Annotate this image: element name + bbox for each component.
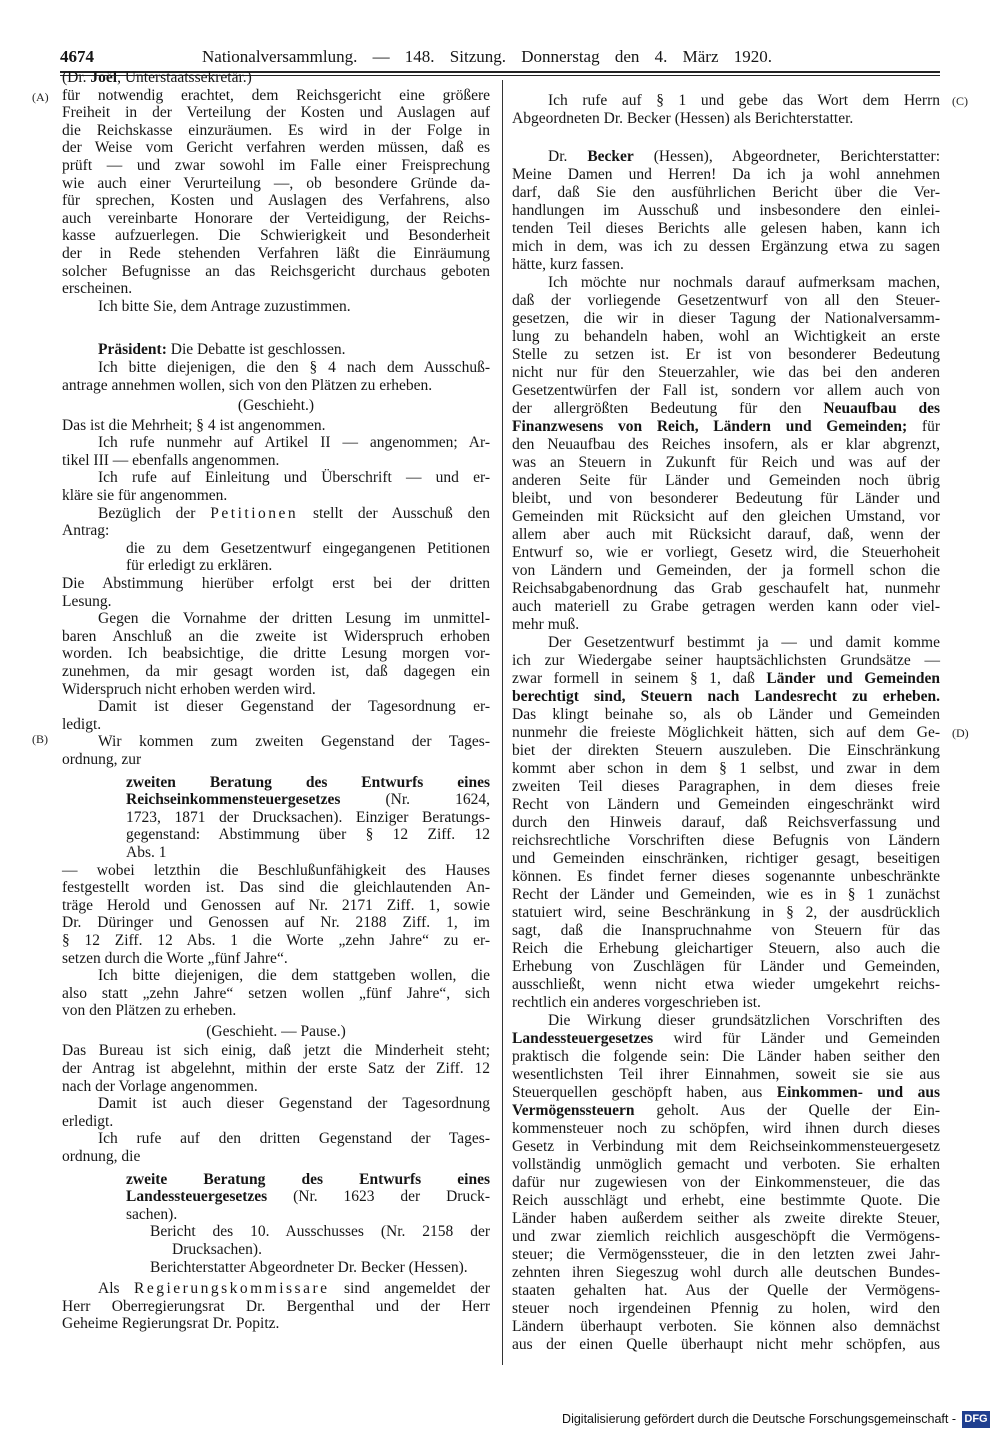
text-line: durch den Hinweis darauf, daß Reichsverfassung und bbox=[512, 814, 940, 831]
text-line: steuer noch irgendeinen Pfennig zu holen, wird den bbox=[512, 1300, 940, 1317]
text-line: können. Es findet ferner dieses sogenannte unbeschränkte bbox=[512, 868, 940, 885]
bold-text: Landessteuergesetzes bbox=[512, 1030, 654, 1047]
para-block bbox=[62, 359, 490, 394]
text-line: Ländern überhaupt verboten. Sie können also demnächst bbox=[512, 1318, 940, 1335]
para-block bbox=[62, 505, 490, 540]
text-line: mehr muß. bbox=[512, 616, 580, 633]
text-line: baren Anschluß an die zweite ist Widerspruch erhoben bbox=[62, 627, 490, 645]
para-block bbox=[62, 298, 490, 316]
text-line: und Gemeinden einschränken, richtiger gesagt, beseitigen bbox=[512, 850, 940, 867]
text-line: erscheinen. bbox=[62, 280, 133, 298]
text-line: Das klingt beinahe so, als ob Länder und Gemeinden bbox=[512, 706, 940, 723]
bold-text: berechtigt sind, Steuern nach Landesrecht zu erheben. bbox=[512, 688, 940, 705]
report-block bbox=[62, 1223, 490, 1258]
text-line: Gegen die Vornahme der dritten Lesung im unmittel- bbox=[98, 610, 490, 628]
text-line: Ich rufe auf den dritten Gegenstand der Tages- bbox=[98, 1130, 490, 1148]
spaced-text: Petitionen bbox=[210, 504, 299, 522]
text-line: zehnten ihren Siegeszug wohl durch alle deutschen Bundes- bbox=[512, 1264, 940, 1281]
para-block bbox=[62, 1280, 490, 1333]
para-block bbox=[512, 92, 940, 128]
text-line: die zu dem Gesetzentwurf eingegangenen Petitionen bbox=[126, 539, 490, 557]
margin-marker-b: (B) bbox=[32, 732, 48, 746]
text-line: Ich rufe nunmehr auf Artikel II — angenommen; Ar- bbox=[98, 434, 490, 452]
bold-text: Vermögenssteuern bbox=[512, 1102, 635, 1119]
text-segment: Bezüglich der bbox=[98, 504, 211, 522]
text-line: bleibt, und von besonderer Bedeutung für Länder und bbox=[512, 490, 940, 507]
text-line: (Geschieht. — Pause.) bbox=[206, 1022, 346, 1040]
text-segment: wird für Länder und Gemeinden bbox=[653, 1030, 940, 1047]
text-line: Ich bitte diejenigen, die dem stattgeben wollen, die bbox=[98, 967, 490, 985]
text-line: Das Bureau ist sich einig, daß jetzt die Minderheit steht; bbox=[62, 1042, 490, 1060]
text-line: tikel III — ebenfalls angenommen. bbox=[62, 451, 280, 469]
text-line: für notwendig erachtet, dem Reichsgericht eine größere bbox=[62, 86, 490, 104]
bold-text: Neuaufbau des bbox=[823, 400, 940, 417]
text-line: Gesetz in Verbindung mit dem Reichseinkommensteuergesetz bbox=[512, 1138, 940, 1155]
column-divider bbox=[502, 80, 503, 1365]
text-line: Recht von Ländern und Gemeinden eingeschränkt wird bbox=[512, 796, 940, 813]
text-line: den Neuaufbau des Reiches insofern, als er klar abgrenzt, bbox=[512, 436, 940, 453]
text-line: Ich rufe auf § 1 und gebe das Wort dem Herrn bbox=[548, 92, 940, 109]
text-line: staaten gehalten hat. Aus der Quelle der Vermögens- bbox=[512, 1282, 940, 1299]
text-line: Bericht des 10. Ausschusses (Nr. 2158 der bbox=[150, 1223, 490, 1241]
text-line bbox=[512, 1030, 940, 1048]
spaced-text: Regierungskommissare bbox=[134, 1280, 330, 1298]
text-line bbox=[62, 1171, 490, 1189]
text-line: für erledigt zu erklären. bbox=[126, 557, 273, 575]
text-line: steuer; die Vermögenssteuer, die in den letzten zwei Jahr- bbox=[512, 1246, 940, 1263]
bold-text: Reichseinkommensteuergesetzes bbox=[126, 791, 341, 809]
text-line: zweiten Teil dieses Paragraphen, in dem dieses freie bbox=[512, 778, 940, 795]
text-line bbox=[512, 1102, 940, 1120]
text-line: (Geschieht.) bbox=[237, 397, 315, 415]
text-line: allem aber auch mit Rücksicht darauf, daß, wenn der bbox=[512, 526, 940, 543]
bold-text: Einkommen- und aus bbox=[776, 1084, 940, 1101]
text-line: Gesetzentwürfen der Fall ist, sondern vor allem auch von bbox=[512, 382, 940, 399]
page-number: 4674 bbox=[60, 47, 94, 66]
para-block bbox=[62, 733, 490, 768]
text-line: Lesung. bbox=[62, 592, 112, 610]
continuation-block bbox=[62, 575, 490, 610]
text-line: lung zu behandeln haben, wohl an Wichtigkeit an erste bbox=[512, 328, 940, 345]
text-line bbox=[512, 688, 940, 706]
text-line: kläre sie für angenommen. bbox=[62, 487, 228, 505]
text-line: wesentlichsten Teil ihrer Einnahmen, soweit sie sie aus bbox=[512, 1066, 940, 1083]
text-line: ordnung, die bbox=[62, 1148, 141, 1166]
text-line: Ich bitte diejenigen, die den § 4 nach dem Ausschuß- bbox=[98, 358, 490, 376]
text-segment: Steuerquellen geschöpft haben, aus bbox=[512, 1084, 777, 1101]
text-segment: (Nr. 1624, bbox=[340, 791, 490, 809]
bold-text: Länder und Gemeinden bbox=[766, 670, 940, 687]
running-title: Nationalversammlung. — 148. Sitzung. Donnerstag den 4. März 1920. bbox=[202, 47, 772, 66]
text-line bbox=[62, 791, 490, 809]
text-line: Entwurf so, wie er vorliegt, Gesetz wird, die Steuerhoheit bbox=[512, 544, 940, 561]
text-line: die Reichskasse einzuräumen. Es wird in der Folge in bbox=[62, 121, 490, 139]
text-segment: , Unterstaatssekretär.) bbox=[117, 69, 252, 86]
text-line: von den Plätzen zu erheben. bbox=[62, 1002, 237, 1020]
text-line: reichsrechtliche Vorschriften diese Befugnis von Ländern bbox=[512, 832, 940, 849]
text-line: biet der direkten Steuern auszuleben. Die Einschränkung bbox=[512, 742, 940, 759]
text-line: statuiert wird, seine Beschränkung in § 2, der ausdrücklich bbox=[512, 904, 940, 921]
text-line: Ich bitte Sie, dem Antrage zuzustimmen. bbox=[98, 297, 351, 315]
text-line: Damit ist dieser Gegenstand der Tagesordnung er- bbox=[98, 698, 490, 716]
text-line: hätte, kurz fassen. bbox=[512, 256, 624, 273]
right-column bbox=[512, 92, 940, 1354]
text-line bbox=[62, 69, 490, 87]
text-line: setzen durch die Worte „fünf Jahre“. bbox=[62, 949, 288, 967]
text-line: Recht der Länder und Gemeinden, wie es in § 1 zunächst bbox=[512, 886, 940, 903]
text-line: 1723, 1871 der Drucksachen). Einziger Beratungs- bbox=[126, 808, 490, 826]
bold-text: Finanzwesens von Reich, Ländern und Gemeinden; bbox=[512, 418, 908, 435]
text-segment: Als bbox=[98, 1280, 134, 1298]
text-segment: Dr. bbox=[548, 148, 588, 165]
text-line: antrage annehmen wollen, sich von den Plätzen zu erheben. bbox=[62, 376, 433, 394]
text-line: der Antrag ist abgelehnt, mithin der erste Satz der Ziff. 12 bbox=[62, 1060, 490, 1078]
text-segment: (Hessen), Abgeordneter, Berichterstatter: bbox=[633, 148, 941, 165]
text-line: sachen). bbox=[126, 1205, 178, 1223]
text-line: mich in dem, was ich zu dessen Ergänzung etwa zu sagen bbox=[512, 238, 940, 255]
text-line: ausschließt, wenn nicht etwa wieder umgekehrt reichs- bbox=[512, 976, 940, 993]
para-block bbox=[62, 967, 490, 1020]
attribution-block bbox=[62, 69, 490, 87]
text-line bbox=[512, 148, 940, 166]
text-line: Herr Oberregierungsrat Dr. Bergenthal und der Herr bbox=[62, 1297, 490, 1315]
text-line: Meine Damen und Herren! Da ich ja wohl annehmen bbox=[512, 166, 940, 183]
continuation-block bbox=[62, 1042, 490, 1095]
para-block bbox=[512, 274, 940, 634]
text-line bbox=[62, 774, 490, 792]
text-line: handlungen im Ausschuß und insbesondere den einlei- bbox=[512, 202, 940, 219]
text-line: Ich möchte nur nochmals darauf aufmerksam machen, bbox=[548, 274, 940, 291]
text-line: Abs. 1 bbox=[126, 843, 167, 861]
text-line: Damit ist auch dieser Gegenstand der Tagesordnung bbox=[98, 1095, 490, 1113]
para-block bbox=[62, 698, 490, 733]
text-line: sagt, daß die Inanspruchnahme von Steuern für das bbox=[512, 922, 940, 939]
text-line: Der Gesetzentwurf bestimmt ja — und damit komme bbox=[548, 634, 940, 651]
text-line: der in Rede stehenden Verfahren läßt die Einräumung bbox=[62, 244, 490, 262]
text-line: Berichterstatter Abgeordneter Dr. Becker (Hessen). bbox=[150, 1258, 468, 1276]
text-line bbox=[512, 418, 940, 436]
text-line: dafür nur zugewiesen von der Einkommensteuer, die das bbox=[512, 1174, 940, 1191]
text-line: Ich rufe auf Einleitung und Überschrift — und er- bbox=[98, 469, 490, 487]
text-line: für sprechen, Kosten und Auslagen des Verfahrens, also bbox=[62, 192, 490, 210]
text-line: darf, daß Sie den ausführlichen Bericht über die Ver- bbox=[512, 184, 940, 201]
text-line: Geheime Regierungsrat Dr. Popitz. bbox=[62, 1315, 280, 1333]
text-line: Widerspruch nicht erhoben werden wird. bbox=[62, 680, 316, 698]
text-segment: sind angemeldet der bbox=[329, 1280, 490, 1298]
para-block bbox=[512, 634, 940, 1012]
text-line: Die Wirkung dieser grundsätzlichen Vorschriften des bbox=[548, 1012, 940, 1029]
text-line: Wir kommen zum zweiten Gegenstand der Tages- bbox=[98, 733, 490, 751]
text-segment: stellt der Ausschuß den bbox=[298, 504, 491, 522]
text-line: auch vereinbarte Honorare der Verteidigung, der Reichs- bbox=[62, 209, 490, 227]
agenda-block bbox=[62, 1171, 490, 1224]
text-line: kommt aber schon in dem § 1 selbst, und zwar in dem bbox=[512, 760, 940, 777]
text-line: kasse aufzuerlegen. Die Schwierigkeit und Besonderheit bbox=[62, 227, 490, 245]
text-line: kommensteuer noch zu schöpfen, wird ihnen durch dieses bbox=[512, 1120, 940, 1137]
para-block bbox=[62, 1095, 490, 1130]
text-line: aus der einen Quelle überhaupt nicht mehr schöpfen, aus bbox=[512, 1336, 940, 1353]
text-line: vollständig unmöglich gemacht und verboten. Sie erhalten bbox=[512, 1156, 940, 1173]
text-line bbox=[512, 670, 940, 688]
margin-marker-d: (D) bbox=[952, 726, 969, 740]
text-segment: der allergrößten Bedeutung für den bbox=[512, 400, 824, 417]
text-line: Reich die Erhebung gleichartiger Steuern, also auch die bbox=[512, 940, 940, 957]
para-block bbox=[62, 469, 490, 504]
text-line: Länder haben außerdem seither als zweite direkte Steuer, bbox=[512, 1210, 940, 1227]
left-column bbox=[62, 69, 490, 1333]
text-line: Reich ausschlägt und erhebt, eine bestimmte Quote. Die bbox=[512, 1192, 940, 1209]
text-line: nunmehr die freieste Möglichkeit hätten, sich auf dem Ge- bbox=[512, 724, 940, 741]
text-line: Stelle zu setzen ist. Er ist von besonderer Bedeutung bbox=[512, 346, 940, 363]
bold-text: Becker bbox=[587, 148, 634, 165]
para-block bbox=[62, 1130, 490, 1165]
speaker-block bbox=[62, 341, 490, 359]
text-line: gesetzen, die wir in dieser Tagung der Nationalversamm- bbox=[512, 310, 940, 327]
text-line: Freiheit in der Verteilung der Kosten und Auslagen auf bbox=[62, 104, 490, 122]
digitization-credit: Digitalisierung gefördert durch die Deutsche Forschungsgemeinschaft - bbox=[562, 1412, 956, 1426]
speaker-block bbox=[512, 148, 940, 274]
text-segment: (Nr. 1623 der Druck- bbox=[267, 1188, 490, 1206]
text-line: prüft — und zwar sowohl im Falle einer Freisprechung bbox=[62, 156, 490, 174]
bold-text: Joël bbox=[90, 69, 118, 86]
text-line bbox=[512, 400, 940, 418]
motion-block bbox=[62, 540, 490, 575]
para-block bbox=[512, 1012, 940, 1354]
continuation-block bbox=[62, 417, 490, 435]
continuation-block bbox=[62, 862, 490, 968]
text-line: Gemeinden mit Rücksicht auf den gleichen Umstand, vor bbox=[512, 508, 940, 525]
text-line: Antrag: bbox=[62, 522, 110, 540]
text-line bbox=[62, 341, 490, 359]
report-block bbox=[62, 1259, 490, 1277]
para-block bbox=[62, 434, 490, 469]
text-segment: Die Debatte ist geschlossen. bbox=[166, 341, 346, 359]
text-line: worden. Ich beabsichtige, die dritte Lesung morgen vor- bbox=[62, 645, 490, 663]
text-line: tenden Teil dieses Berichts alle gelesen haben, kann ich bbox=[512, 220, 940, 237]
text-segment: (Dr. bbox=[62, 69, 91, 86]
bold-text: Landessteuergesetzes bbox=[126, 1188, 268, 1206]
para-block bbox=[62, 610, 490, 698]
text-line bbox=[512, 1084, 940, 1102]
text-line: Reichsabgabenordnung das Grab geschaufelt hat, nunmehr bbox=[512, 580, 940, 597]
text-line: der Weise vom Gericht verfahren werden müssen, daß es bbox=[62, 139, 490, 157]
text-line: also statt „zehn Jahre“ setzen wollen „fünf Jahre“, sich bbox=[62, 984, 490, 1002]
text-line bbox=[62, 1280, 490, 1298]
stage-block bbox=[62, 1023, 490, 1041]
text-line: Erhebung von Zuschlägen für Länder und Gemeinden, bbox=[512, 958, 940, 975]
text-line: was an Steuern in Zukunft für Reich und was auf der bbox=[512, 454, 940, 471]
text-line: Drucksachen). bbox=[172, 1241, 262, 1258]
text-line: wie auch einer Verurteilung —, ob besondere Gründe da- bbox=[62, 174, 490, 192]
page-header bbox=[60, 47, 940, 71]
text-line: träge Herold und Genossen auf Nr. 2171 Ziff. 1, sowie bbox=[62, 896, 490, 914]
text-line: ich zur Wiedergabe seiner hauptsächlichsten Grundsätze — bbox=[512, 652, 940, 669]
text-line: Abgeordneten Dr. Becker (Hessen) als Berichterstatter. bbox=[512, 110, 854, 127]
text-segment: für bbox=[907, 418, 941, 435]
text-line: — wobei letzthin die Beschlußunfähigkeit des Hauses bbox=[62, 861, 490, 879]
bold-text: zweiten Beratung des Entwurfs eines bbox=[126, 773, 490, 791]
margin-marker-a: (A) bbox=[32, 90, 49, 104]
text-line: praktisch die folgende sein: Die Länder haben seither den bbox=[512, 1048, 940, 1065]
text-line: anderen Seite für Länder und Gemeinden noch übrig bbox=[512, 472, 940, 489]
text-line bbox=[62, 505, 490, 523]
text-line: solcher Befugnisse an das Reichsgericht durchaus geboten bbox=[62, 262, 490, 280]
text-line: von Ländern und Gemeinden, der ja formell schon die bbox=[512, 562, 940, 579]
text-line: gegenstand: Abstimmung über § 12 Ziff. 12 bbox=[126, 826, 490, 844]
text-line: Dr. Düringer und Genossen auf Nr. 2188 Ziff. 1, im bbox=[62, 914, 490, 932]
text-line: § 12 Ziff. 12 Abs. 1 die Worte „zehn Jahre“ zu er- bbox=[62, 931, 490, 949]
text-line: rechtlich ein anderes vorgeschrieben ist. bbox=[512, 994, 761, 1011]
text-line: nicht nur für den Steuerzahler, wie das bei den anderen bbox=[512, 364, 940, 381]
bold-text: zweite Beratung des Entwurfs eines bbox=[126, 1170, 490, 1188]
text-line: nach der Vorlage angenommen. bbox=[62, 1077, 258, 1095]
text-segment: geholt. Aus der Quelle der Ein- bbox=[634, 1102, 940, 1119]
stage-block bbox=[62, 397, 490, 415]
continuation-block bbox=[62, 87, 490, 298]
text-line: festgestellt worden ist. Das sind die gleichlautenden An- bbox=[62, 879, 490, 897]
text-line: Die Abstimmung hierüber erfolgt erst bei der dritten bbox=[62, 575, 490, 593]
dfg-logo: DFG bbox=[962, 1411, 990, 1428]
text-line: ledigt. bbox=[62, 715, 102, 733]
text-line: erledigt. bbox=[62, 1112, 114, 1130]
text-line: Das ist die Mehrheit; § 4 ist angenommen. bbox=[62, 416, 326, 434]
text-line bbox=[62, 1188, 490, 1206]
text-line: zunehmen, da mir gesagt worden ist, daß dagegen ein bbox=[62, 663, 490, 680]
text-line: ordnung, zur bbox=[62, 750, 142, 768]
text-segment: zwar formell in seinem § 1, daß bbox=[512, 670, 767, 687]
text-line: daß der vorliegende Gesetzentwurf von all den Steuer- bbox=[512, 292, 940, 309]
text-line: und zwar ziemlich reichlich ausgeschöpft die Vermögens- bbox=[512, 1228, 940, 1245]
agenda-block bbox=[62, 774, 490, 862]
bold-text: Präsident: bbox=[98, 341, 167, 359]
text-line: auch materiell zu Grabe getragen werden kann oder viel- bbox=[512, 598, 940, 615]
margin-marker-c: (C) bbox=[952, 94, 968, 108]
